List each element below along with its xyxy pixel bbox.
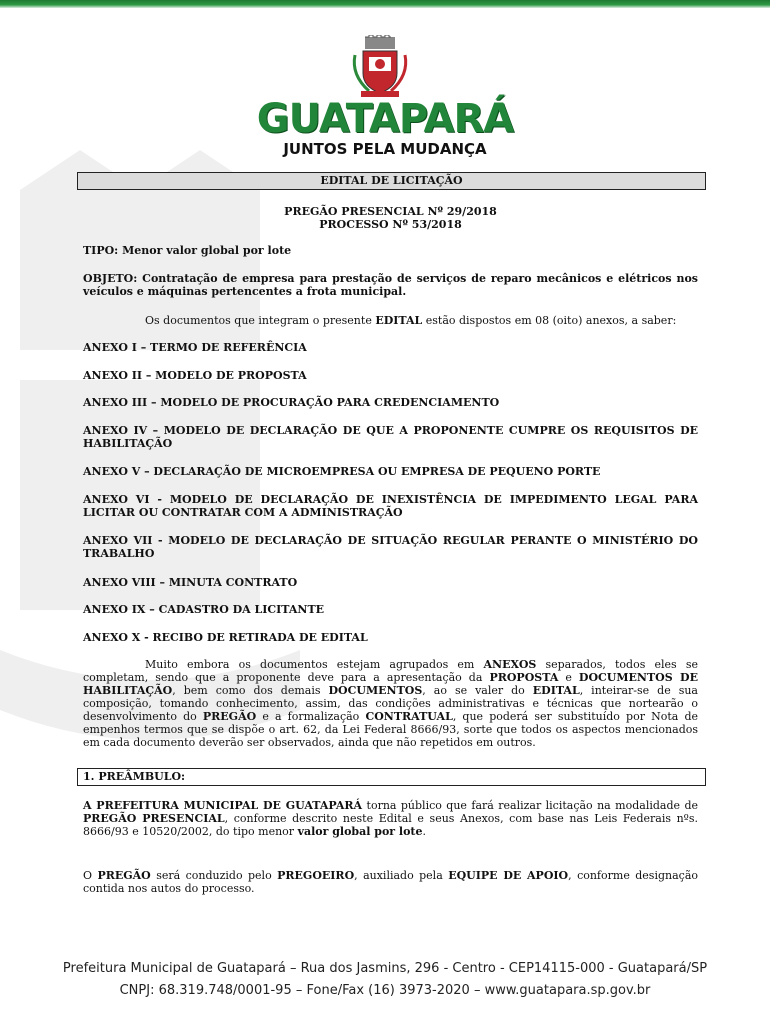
intro-paragraph: Os documentos que integram o presente EDITAL estão dispostos em 08 (oito) anexos, a saber: (145, 314, 677, 327)
anexo-item: ANEXO IV – MODELO DE DECLARAÇÃO DE QUE A PROPONENTE CUMPRE OS REQUISITOS DE HABILITAÇÃO (83, 424, 698, 450)
footer-contact: CNPJ: 68.319.748/0001-95 – Fone/Fax (16) 3973-2020 – www.guatapara.sp.gov.br (119, 983, 651, 998)
processo-number: PROCESSO Nº 53/2018 (319, 218, 462, 231)
anexo-item: ANEXO III – MODELO DE PROCURAÇÃO PARA CREDENCIAMENTO (83, 396, 500, 409)
tipo: TIPO: Menor valor global por lote (83, 244, 292, 257)
anexo-item: ANEXO V – DECLARAÇÃO DE MICROEMPRESA OU EMPRESA DE PEQUENO PORTE (83, 465, 601, 478)
anexo-item: ANEXO X - RECIBO DE RETIRADA DE EDITAL (83, 631, 368, 644)
anexos-paragraph: Muito embora os documentos estejam agrupados em ANEXOS separados, todos eles se completam, sendo que a proponente deve para a apresentação da PROPOSTA e DOCUMENTOS DE HABILITAÇÃO, bem como dos demais DOCUMENTOS, ao se valer do EDITAL, inteirar-se de sua composição, tomando conhecimento, assim, das condições administrativas e técnicas que nortearão o desenvolvimento do PREGÃO e a formalização CONTRATUAL, que poderá ser substituído por Nota de empenhos termos que se dispõe o art. 62, da Lei Federal 8666/93, sorte que todos os aspectos mencionados em cada documento deverão ser observados, ainda que não repetidos em outros. (83, 658, 699, 749)
anexo-item: ANEXO VIII – MINUTA CONTRATO (83, 576, 298, 589)
anexo-item: ANEXO VII - MODELO DE DECLARAÇÃO DE SITUAÇÃO REGULAR PERANTE O MINISTÉRIO DO TRABALHO (83, 534, 698, 560)
objeto: OBJETO: Contratação de empresa para prestação de serviços de reparo mecânicos e elétricos nos veículos e máquinas pertencentes a frota municipal. (83, 272, 698, 298)
anexo-item: ANEXO I – TERMO DE REFERÊNCIA (83, 341, 307, 354)
footer-address: Prefeitura Municipal de Guatapará – Rua dos Jasmins, 296 - Centro - CEP14115-000 - Guatapará/SP (62, 961, 708, 976)
pregao-number: PREGÃO PRESENCIAL Nº 29/2018 (284, 205, 497, 218)
anexo-item: ANEXO IX – CADASTRO DA LICITANTE (83, 603, 325, 616)
brand-slogan: JUNTOS PELA MUDANÇA (283, 140, 487, 158)
pregao-conducao-paragraph: O PREGÃO será conduzido pelo PREGOEIRO, auxiliado pela EQUIPE DE APOIO, conforme designação contida nos autos do processo. (83, 869, 698, 895)
header-logo (0, 32, 770, 162)
brand-name: GUATAPARÁ (256, 96, 514, 142)
section-preambulo-title: 1. PREÂMBULO: (77, 768, 706, 786)
edital-title: EDITAL DE LICITAÇÃO (77, 172, 706, 190)
top-green-bar (0, 0, 770, 8)
anexo-item: ANEXO II – MODELO DE PROPOSTA (83, 369, 307, 382)
coat-of-arms-icon (349, 35, 411, 99)
preambulo-paragraph: A PREFEITURA MUNICIPAL DE GUATAPARÁ torna público que fará realizar licitação na modalidade de PREGÃO PRESENCIAL, conforme descrito neste Edital e seus Anexos, com base nas Leis Federais nºs. 8666/93 e 10520/2002, do tipo menor valor global por lote. (83, 799, 698, 838)
anexo-item: ANEXO VI - MODELO DE DECLARAÇÃO DE INEXISTÊNCIA DE IMPEDIMENTO LEGAL PARA LICITAR OU CONTRATAR COM A ADMINISTRAÇÃO (83, 493, 698, 519)
